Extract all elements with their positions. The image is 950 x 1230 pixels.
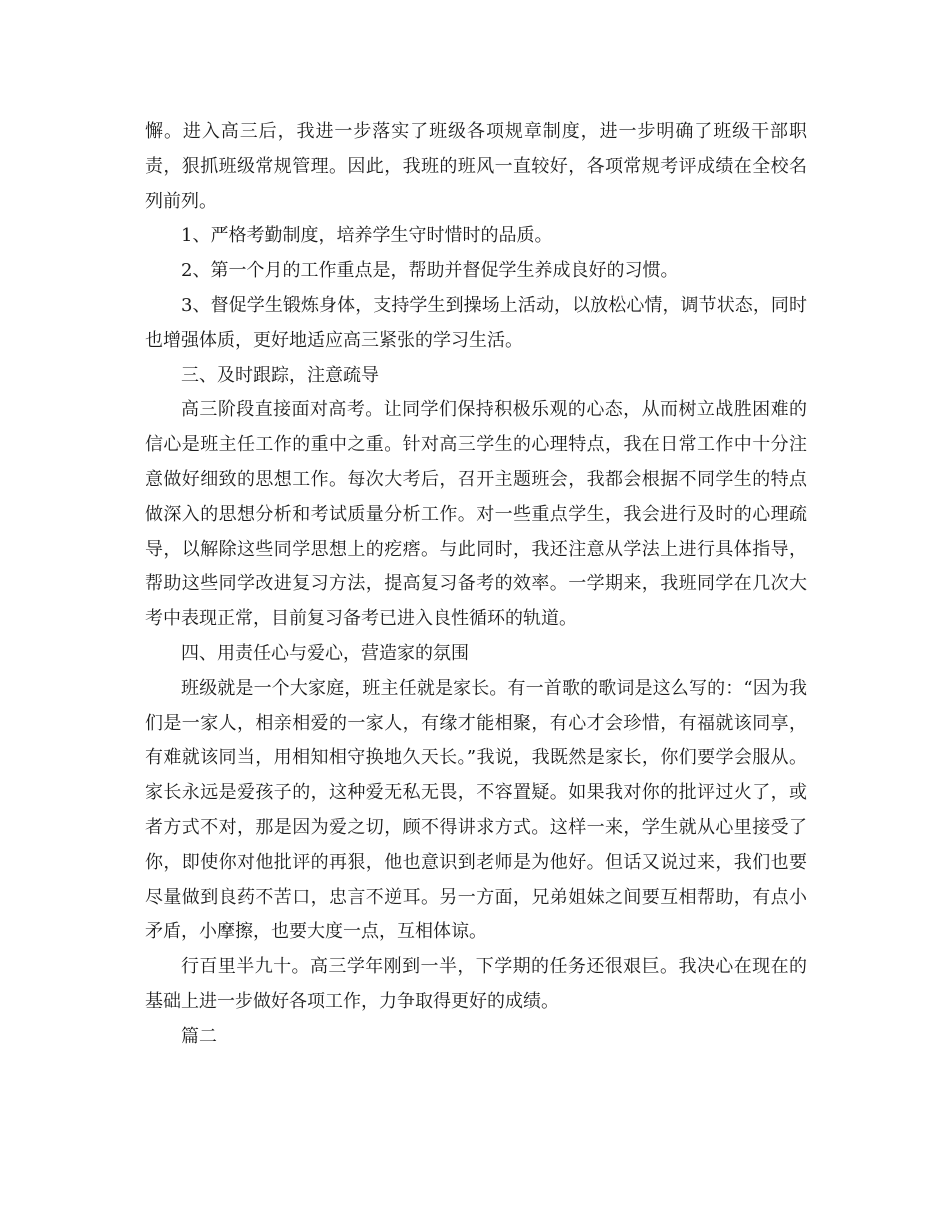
- section-heading-4: 四、用责任心与爱心，营造家的氛围: [181, 642, 469, 664]
- paragraph-conclusion: 行百里半九十。高三学年刚到一半，下学期的任务还很艰巨。我决心在现在的基础上进一步做好各项工作，力争取得更好的成绩。: [145, 956, 807, 1012]
- list-item-exercise: 3、督促学生锻炼身体，支持学生到操场上活动，以放松心情，调节状态，同时也增强体质，更好地适应高三紧张的学习生活。: [145, 294, 807, 351]
- list-item-attendance: 1、严格考勤制度，培养学生守时惜时的品质。: [181, 225, 553, 247]
- part-two-heading: 篇二: [181, 1025, 217, 1047]
- document-body: [145, 115, 807, 1055]
- list-item-habits: 2、第一个月的工作重点是，帮助并督促学生养成良好的习惯。: [181, 260, 679, 282]
- paragraph-1: 懈。进入高三后，我进一步落实了班级各项规章制度，进一步明确了班级干部职责，狠抓班级常规管理。因此，我班的班风一直较好，各项常规考评成绩在全校名列前列。: [145, 121, 807, 212]
- section-heading-3: 三、及时跟踪，注意疏导: [181, 364, 379, 386]
- paragraph-family: 班级就是一个大家庭，班主任就是家长。有一首歌的歌词是这么写的：“因为我们是一家人，相亲相爱的一家人，有缘才能相聚，有心才会珍惜，有福就该同享，有难就该同当，用相知相守换地久天长。”我说，我既然是家长，你们要学会服从。家长永远是爱孩子的，这种爱无私无畏，不容置疑。如果我对你的批评过火了，或者方式不对，那是因为爱之切，顾不得讲求方式。这样一来，学生就从心里接受了你，即使你对他批评的再狠，他也意识到老师是为他好。但话又说过来，我们也要尽量做到良药不苦口，忠言不逆耳。另一方面，兄弟姐妹之间要互相帮助，有点小矛盾，小摩擦，也要大度一点，互相体谅。: [145, 677, 807, 943]
- paragraph-guidance: 高三阶段直接面对高考。让同学们保持积极乐观的心态，从而树立战胜困难的信心是班主任工作的重中之重。针对高三学生的心理特点，我在日常工作中十分注意做好细致的思想工作。每次大考后，召开主题班会，我都会根据不同学生的特点做深入的思想分析和考试质量分析工作。对一些重点学生，我会进行及时的心理疏导，以解除这些同学思想上的疙瘩。与此同时，我还注意从学法上进行具体指导，帮助这些同学改进复习方法，提高复习备考的效率。一学期来，我班同学在几次大考中表现正常，目前复习备考已进入良性循环的轨道。: [145, 399, 807, 630]
